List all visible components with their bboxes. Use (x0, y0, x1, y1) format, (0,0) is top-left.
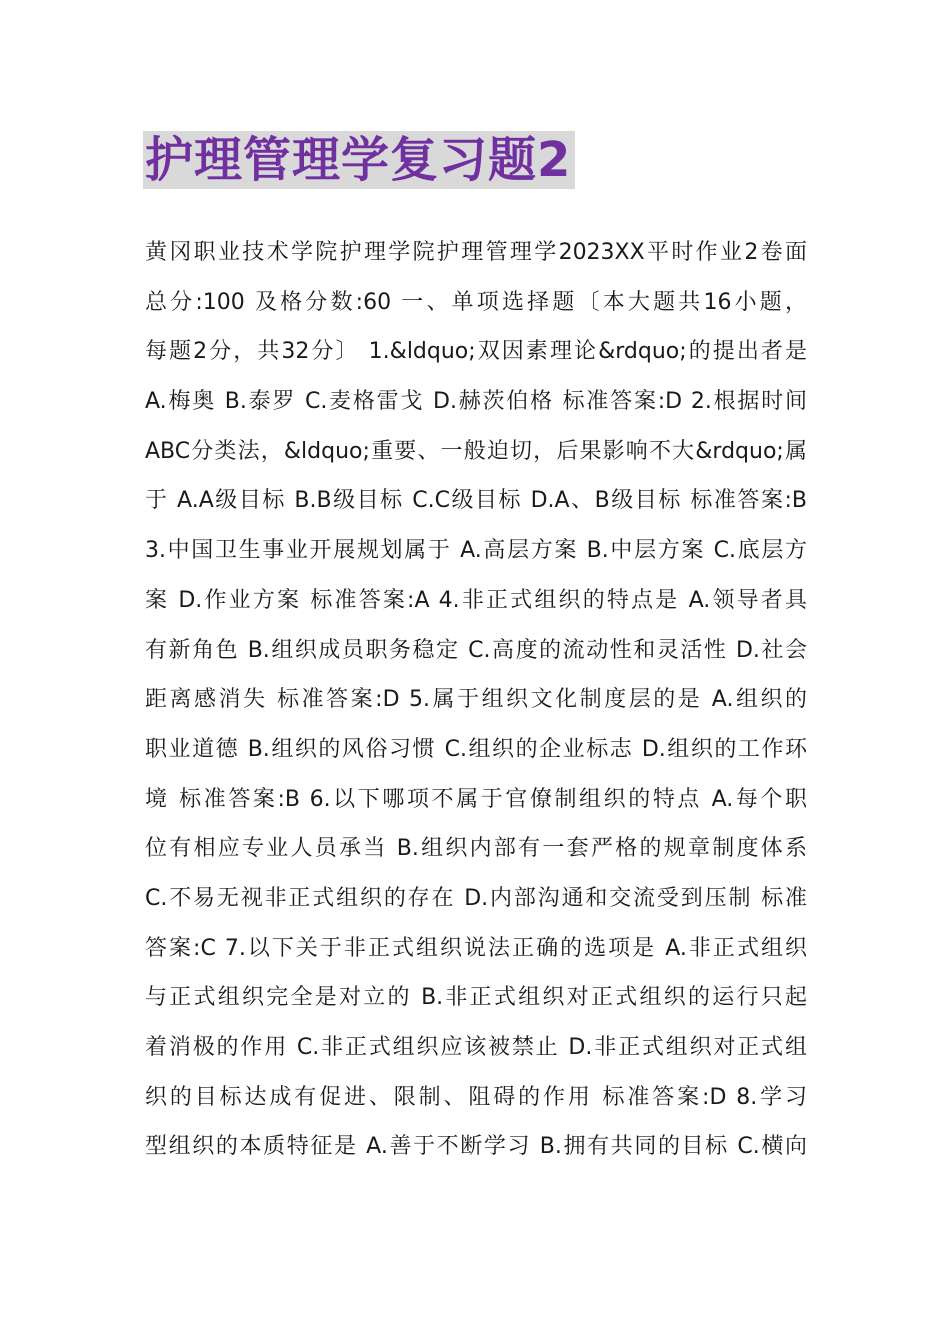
body-line: 位有相应专业人员承当 B.组织内部有一套严格的规章制度体系 (145, 836, 807, 862)
body-line: 总分:100 及格分数:60 一、单项选择题〔本大题共16小题， (145, 289, 807, 315)
body-line: C.不易无视非正式组织的存在 D.内部沟通和交流受到压制 标准 (145, 885, 807, 911)
body-line: 境 标准答案:B 6.以下哪项不属于官僚制组织的特点 A.每个职 (145, 786, 807, 812)
body-line: ABC分类法，&ldquo;重要、一般迫切，后果影响不大&rdquo;属 (145, 438, 807, 464)
body-line: 与正式组织完全是对立的 B.非正式组织对正式组织的运行只起 (145, 985, 807, 1011)
document-title: 护理管理学复习题2 (143, 131, 575, 189)
body-line: 每题2分，共32分〕 1.&ldquo;双因素理论&rdquo;的提出者是 (145, 339, 807, 365)
body-line: 有新角色 B.组织成员职务稳定 C.高度的流动性和灵活性 D.社会 (145, 637, 807, 663)
body-line: 织的目标达成有促进、限制、阻碍的作用 标准答案:D 8.学习 (145, 1084, 807, 1110)
body-line: 型组织的本质特征是 A.善于不断学习 B.拥有共同的目标 C.横向 (145, 1134, 807, 1160)
body-line: 3.中国卫生事业开展规划属于 A.高层方案 B.中层方案 C.底层方 (145, 538, 807, 564)
body-line: 于 A.A级目标 B.B级目标 C.C级目标 D.A、B级目标 标准答案:B (145, 488, 807, 514)
body-line: 着消极的作用 C.非正式组织应该被禁止 D.非正式组织对正式组 (145, 1035, 807, 1060)
body-line: 距离感消失 标准答案:D 5.属于组织文化制度层的是 A.组织的 (145, 687, 807, 713)
body-line: 黄冈职业技术学院护理学院护理管理学2023XX平时作业2卷面 (145, 240, 807, 265)
body-line: 答案:C 7.以下关于非正式组织说法正确的选项是 A.非正式组织 (145, 935, 807, 961)
document-body (145, 228, 807, 1172)
body-line: 案 D.作业方案 标准答案:A 4.非正式组织的特点是 A.领导者具 (145, 587, 807, 613)
body-line: A.梅奥 B.泰罗 C.麦格雷戈 D.赫茨伯格 标准答案:D 2.根据时间 (145, 389, 807, 415)
body-line: 职业道德 B.组织的风俗习惯 C.组织的企业标志 D.组织的工作环 (145, 736, 807, 762)
